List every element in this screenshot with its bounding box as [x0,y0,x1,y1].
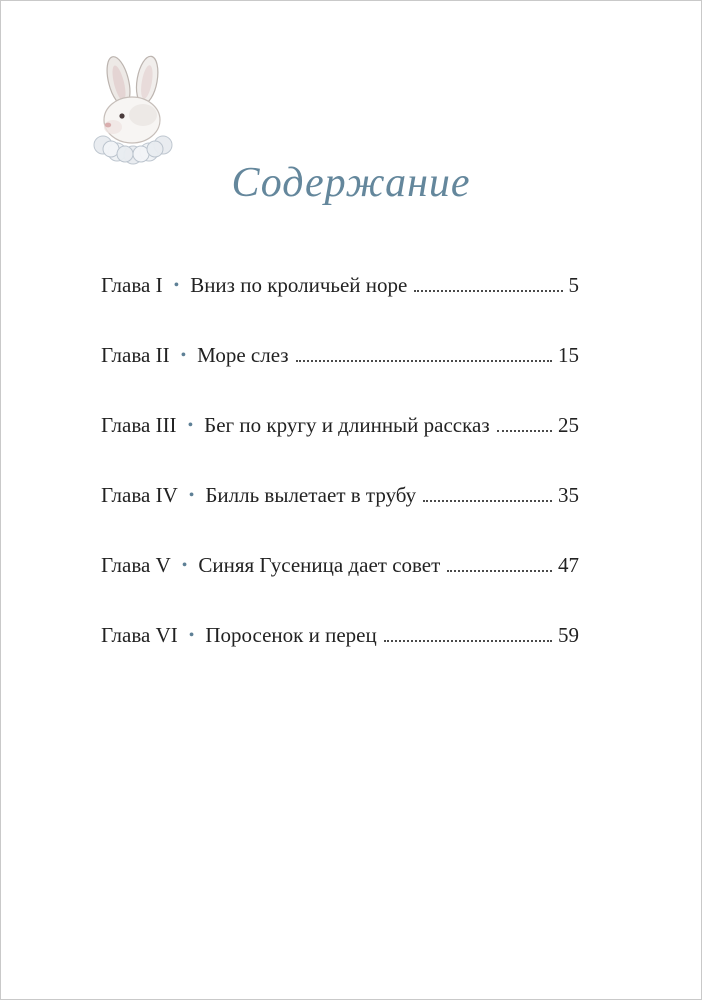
dot-leader [414,289,562,292]
rabbit-icon [87,53,183,171]
page-number: 47 [558,553,579,577]
bullet-separator: • [188,627,195,644]
toc-entry [101,553,579,580]
page-number: 15 [558,343,579,367]
toc-entry [101,623,579,650]
bullet-separator: • [181,557,188,574]
chapter-label: Глава I [101,273,163,297]
chapter-title: Море слез [197,343,289,367]
rabbit-illustration [87,53,183,171]
chapter-title: Синяя Гусеница дает совет [198,553,441,577]
page-number: 59 [558,623,579,647]
chapter-label: Глава VI [101,623,178,647]
table-of-contents [101,273,579,693]
toc-entry [101,413,579,440]
dot-leader [384,639,552,642]
chapter-title: Бег по кругу и длинный рассказ [204,413,490,437]
dot-leader [497,429,552,432]
chapter-label: Глава II [101,343,170,367]
bullet-separator: • [188,487,195,504]
page-number: 5 [568,273,579,297]
chapter-label: Глава V [101,553,171,577]
dot-leader [423,499,552,502]
toc-entry [101,483,579,510]
bullet-separator: • [180,347,187,364]
dot-leader [447,569,552,572]
chapter-title: Поросенок и перец [205,623,377,647]
bullet-separator: • [173,277,180,294]
chapter-label: Глава III [101,413,177,437]
page-number: 25 [558,413,579,437]
dot-leader [296,359,552,362]
chapter-title: Билль вылетает в трубу [205,483,417,507]
toc-entry [101,343,579,370]
bullet-separator: • [187,417,194,434]
page-number: 35 [558,483,579,507]
toc-entry [101,273,579,300]
page-title: Содержание [231,160,471,206]
chapter-label: Глава IV [101,483,178,507]
chapter-title: Вниз по кроличьей норе [190,273,408,297]
